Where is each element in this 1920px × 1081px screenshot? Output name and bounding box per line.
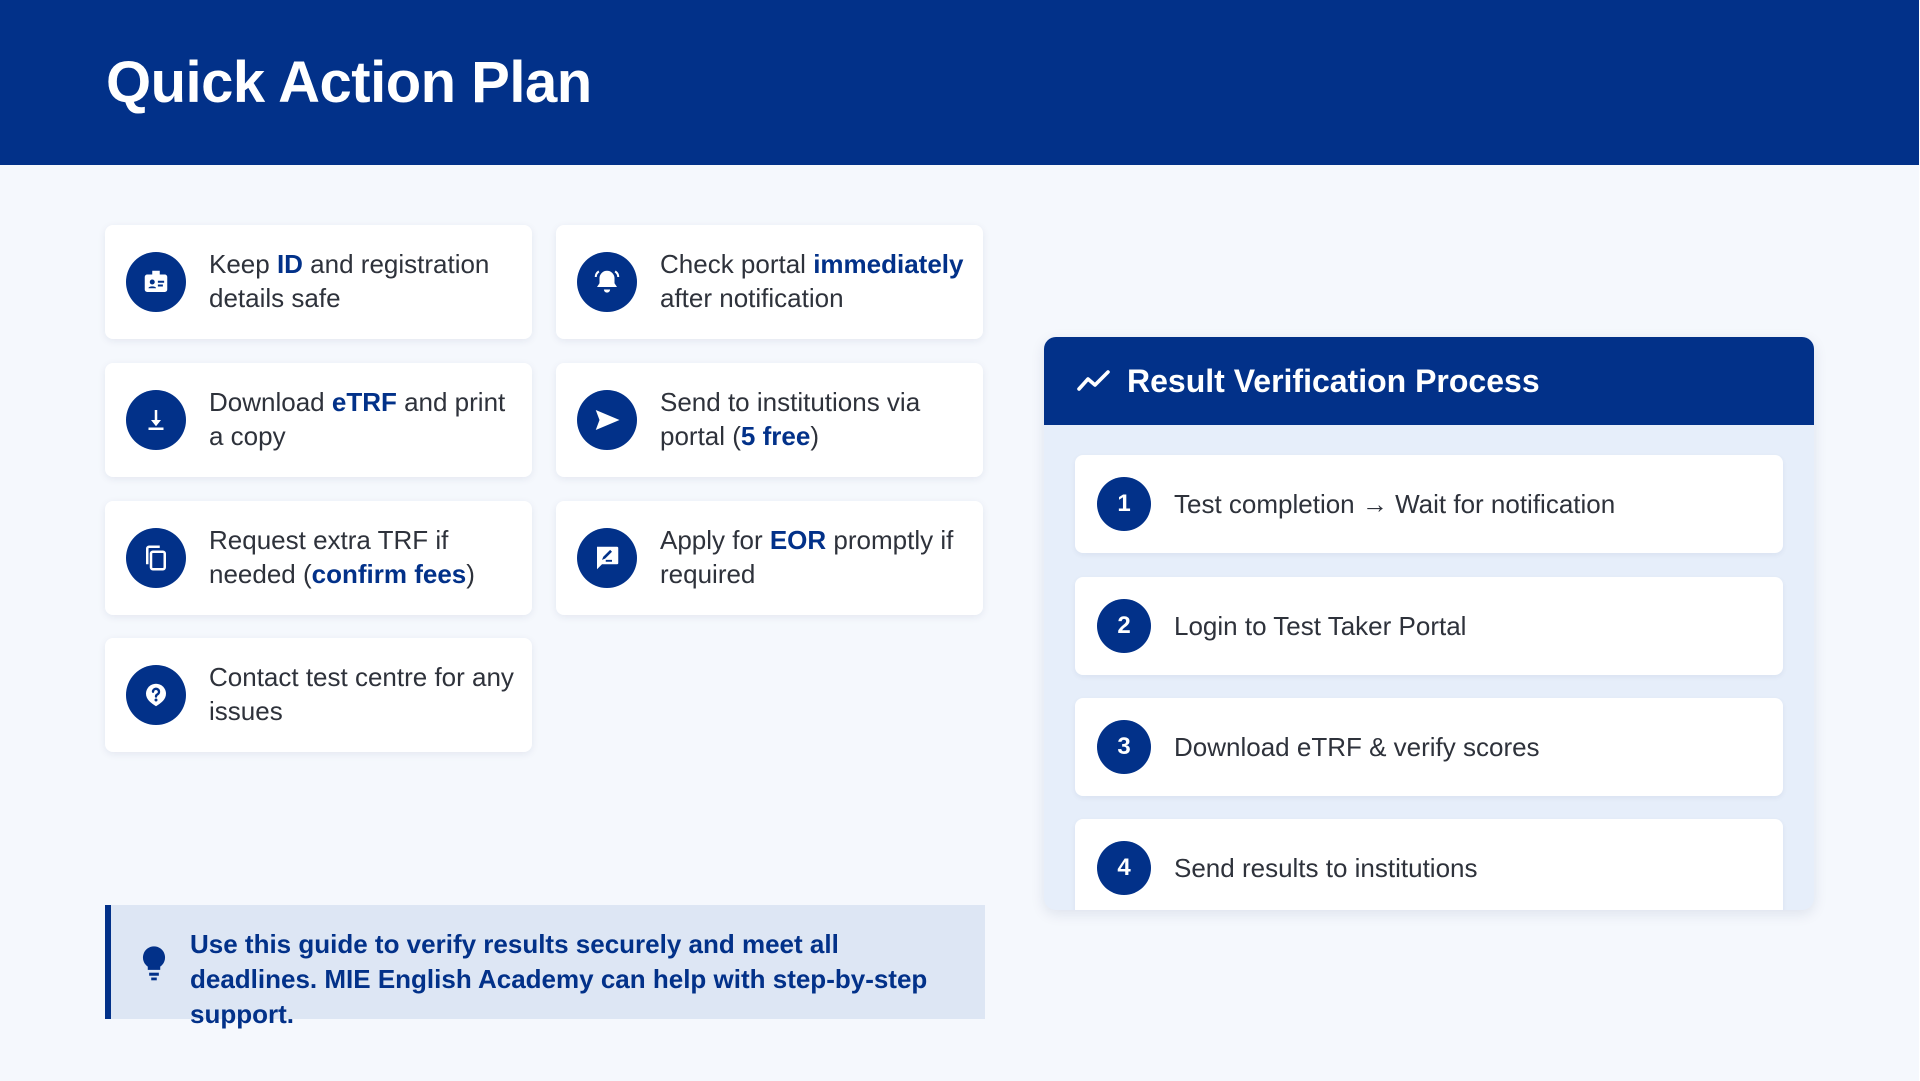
header-bar xyxy=(0,0,1919,165)
copy-icon xyxy=(126,528,186,588)
download-icon xyxy=(126,390,186,450)
action-card-id xyxy=(105,225,532,339)
step-number: 4 xyxy=(1097,841,1151,895)
page-title: Quick Action Plan xyxy=(106,50,592,115)
step-number: 1 xyxy=(1097,477,1151,531)
step-label: Login to Test Taker Portal xyxy=(1174,611,1467,641)
action-card-text: Apply for EOR promptly if required xyxy=(660,525,954,589)
process-step xyxy=(1075,577,1783,675)
action-card-text: Send to institutions via portal (5 free) xyxy=(660,387,921,451)
action-card-text: Check portal immediately after notification xyxy=(660,249,964,313)
verification-panel xyxy=(1044,337,1814,910)
tip-text: Use this guide to verify results securely and meet all deadlines. MIE English Academy can help with step-by-step support. xyxy=(190,929,928,1029)
step-label: Send results to institutions xyxy=(1174,853,1478,883)
step-label: Test completion → Wait for notification xyxy=(1174,489,1616,519)
action-card-eor xyxy=(556,501,983,615)
action-card-contact xyxy=(105,638,532,752)
trend-line-icon xyxy=(1076,367,1112,395)
action-card-trf xyxy=(105,501,532,615)
help-icon xyxy=(126,665,186,725)
action-card-portal xyxy=(556,225,983,339)
send-icon xyxy=(577,390,637,450)
action-card-download xyxy=(105,363,532,477)
step-number: 3 xyxy=(1097,720,1151,774)
tip-callout xyxy=(105,905,985,1029)
action-card-text: Download eTRF and print a copy xyxy=(209,387,506,451)
action-card-text: Contact test centre for any issues xyxy=(209,662,514,726)
panel-header xyxy=(1044,337,1814,425)
step-number: 2 xyxy=(1097,599,1151,653)
step-label: Download eTRF & verify scores xyxy=(1174,732,1540,762)
process-step xyxy=(1075,698,1783,796)
action-card-text: Request extra TRF if needed (confirm fees) xyxy=(209,525,475,589)
lightbulb-icon xyxy=(139,945,169,981)
edit-message-icon xyxy=(577,528,637,588)
bell-icon xyxy=(577,252,637,312)
process-step xyxy=(1075,819,1783,910)
panel-title: Result Verification Process xyxy=(1127,363,1540,399)
action-card-text: Keep ID and registration details safe xyxy=(209,249,490,313)
action-card-send xyxy=(556,363,983,477)
id-badge-icon xyxy=(126,252,186,312)
process-step xyxy=(1075,455,1783,553)
